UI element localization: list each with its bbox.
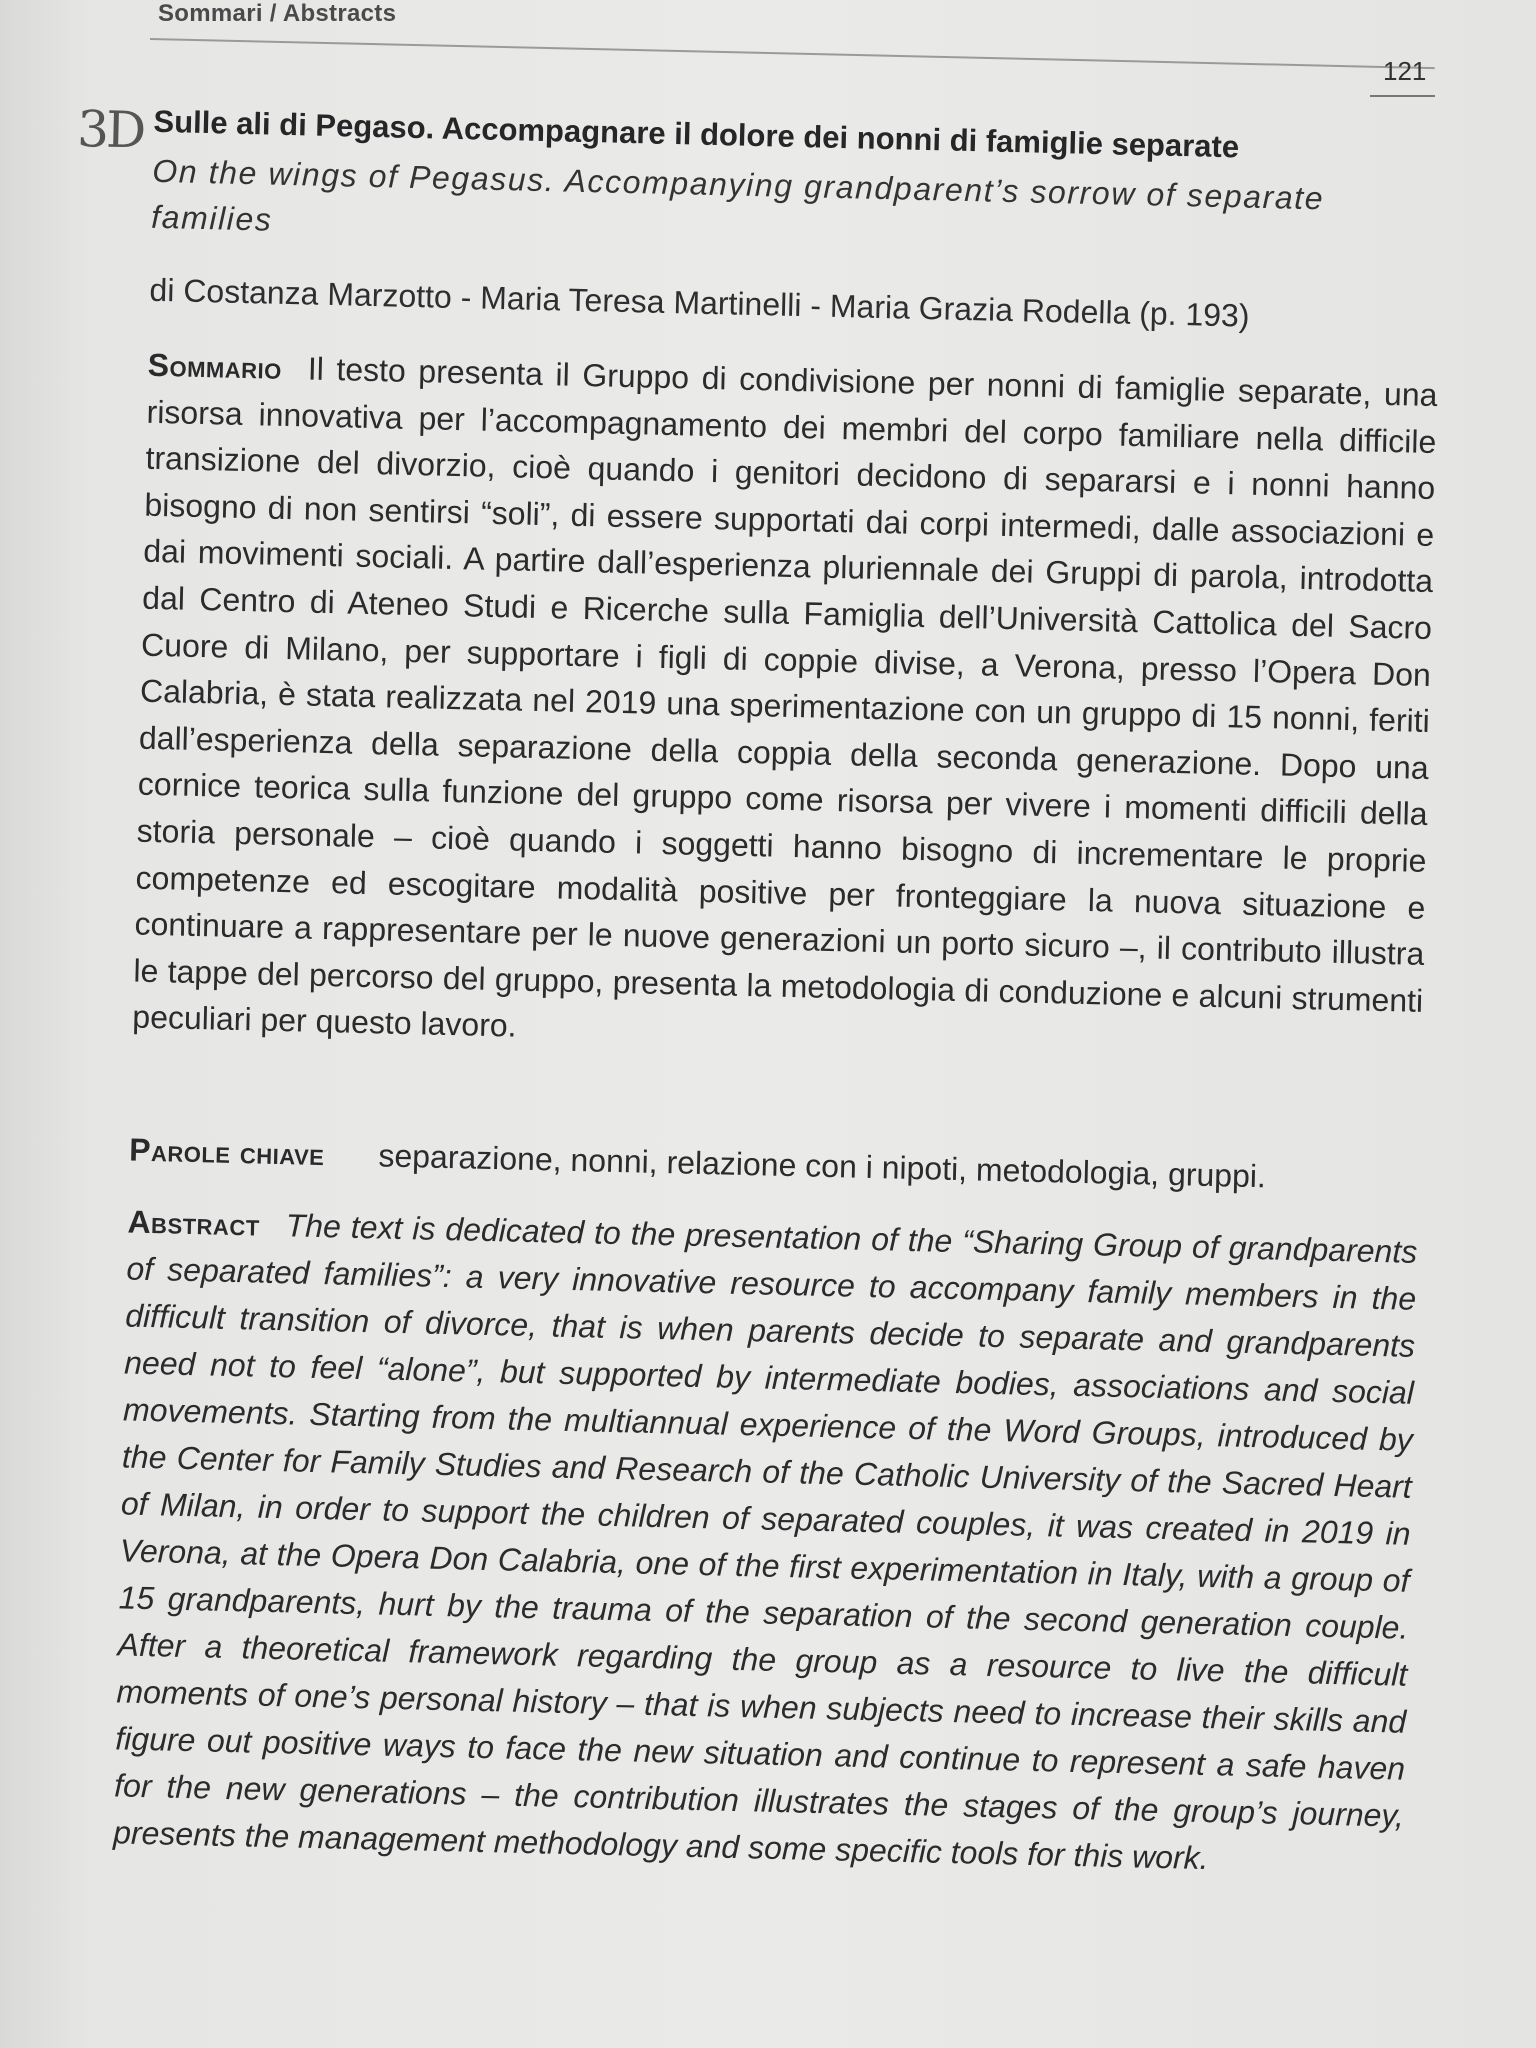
- title-italian: Sulle ali di Pegaso. Accompagnare il dolore dei nonni di famiglie separate: [153, 103, 1240, 165]
- title-english: On the wings of Pegasus. Accompanying grandparent’s sorrow of separate families: [150, 152, 1325, 238]
- keywords-text: separazione, nonni, relazione con i nipoti, metodologia, gruppi.: [378, 1137, 1267, 1195]
- authors-line: di Costanza Marzotto - Maria Teresa Martinelli - Maria Grazia Rodella (p. 193): [149, 271, 1250, 334]
- abstract-paragraph: [113, 1198, 1418, 1886]
- abstract-text: The text is dedicated to the presentation of the “Sharing Group of grandparents of separated families”: a very innovative resource to accompany family members in the difficult transition of divorce, that is when parents decide to separate and grandparents need not to feel “alone”, but supported by intermediate bodies, associations and social movements. Starting from the multiannual experience of the Word Groups, introduced by the Center for Family Studies and Research of the Catholic University of the Sacred Heart of Milan, in order to support the children of separated couples, it was created in 2019 in Verona, at the Opera Don Calabria, one of the first experimentation in Italy, with a group of 15 grandparents, hurt by the trauma of the separation of the second generation couple. After a theoretical framework regarding the group as a resource to live the difficult moments of one’s personal history – that is when subjects need to increase their skills and figure out positive ways to face the new situation and continue to represent a safe haven for the new generations – the contribution illustrates the stages of the group’s journey, presents the management methodology and some specific tools for this work.: [112, 1207, 1418, 1877]
- keywords-label: Parole chiave: [128, 1131, 325, 1173]
- header-rule: [150, 38, 1435, 69]
- page-number-rule: [1370, 95, 1435, 97]
- sommario-text: Il testo presenta il Gruppo di condivisione per nonni di famiglie separate, una risorsa innovativa per l’accompagnamento dei membri del corpo familiare nella difficile transizione del divorzio, cioè quando i genitori decidono di separarsi e i nonni hanno bisogno di non sentirsi “soli”, di essere supportati dai corpi intermedi, dalle associazioni e dai movimenti sociali. A partire dall’esperienza pluriennale dei Gruppi di parola, introdotta dal Centro di Ateneo Studi e Ricerche sulla Famiglia dell’Università Cattolica del Sacro Cuore di Milano, per supportare i figli di coppie divise, a Verona, presso l’Opera Don Calabria, è stata realizzata nel 2019 una sperimentazione con un gruppo di 15 nonni, feriti dall’esperienza della separazione della coppia della seconda generazione. Dopo una cornice teorica sulla funzione del gruppo come risorsa per vivere i momenti difficili della storia personale – cioè quando i soggetti hanno bisogno di incrementare le proprie competenze ed escogitare modalità positive per fronteggiare la nuova situazione e continuare a rappresentare per le nuove generazioni un porto sicuro –, il contributo illustra le tappe del percorso del gruppo, presenta la metodologia di conduzione e alcuni strumenti peculiari per questo lavoro.: [131, 350, 1438, 1044]
- page-number: 121: [1383, 56, 1427, 86]
- keywords-paragraph: [129, 1127, 1420, 1204]
- sommario-label: Sommario: [147, 346, 283, 386]
- article-code: 3D: [76, 100, 144, 160]
- sommario-paragraph: [132, 342, 1438, 1071]
- running-head: Sommari / Abstracts: [158, 0, 397, 27]
- article-entry: [76, 100, 1458, 1877]
- abstract-label: Abstract: [127, 1203, 261, 1243]
